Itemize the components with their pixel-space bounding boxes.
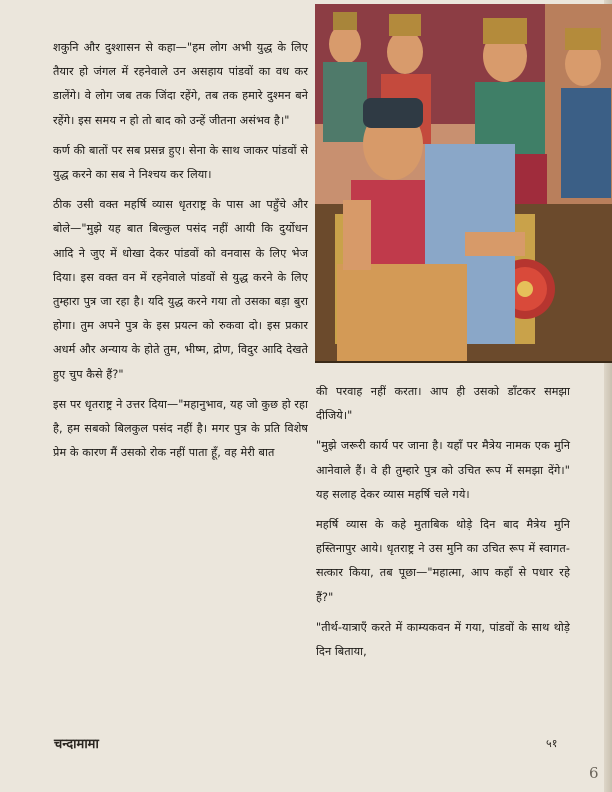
paragraph: "तीर्थ-यात्राएँ करते में काम्यकवन में गया, पांडवों के साथ थोड़े दिन बिताया,: [316, 620, 570, 659]
paragraph: इस पर धृतराष्ट्र ने उत्तर दिया—"महानुभाव, यह जो कुछ हो रहा है, हम सबको बिलकुल पसंद नहीं है। मगर पुत्र के प्रति विशेष प्रेम के कारण मैं उसको रोक नहीं पाता हूँ, वह मेरी बात: [53, 397, 308, 460]
paragraph: महर्षि व्यास के कहे मुताबिक थोड़े दिन बाद मैत्रेय मुनि हस्तिनापुर आये। धृतराष्ट्र ने उस मुनि का उचित रूप में स्वागत-सत्कार किया, तब पूछा—"महात्मा, आप कहाँ से पधार रहे हैं?": [316, 518, 570, 604]
paragraph: कर्ण की बातों पर सब प्रसन्न हुए। सेना के साथ जाकर पांडवों से युद्ध करने का सब ने निश्चय कर लिया।: [53, 143, 308, 182]
left-column: [53, 36, 308, 471]
illustration-court-scene: [315, 4, 612, 363]
magazine-title: चन्दामामा: [54, 737, 99, 752]
corner-mark: 6: [589, 764, 599, 782]
page-number: ५१: [546, 737, 558, 750]
paragraph: ठीक उसी वक्त महर्षि व्यास धृतराष्ट्र के पास आ पहुँचे और बोले—"मुझे यह बात बिल्कुल पसंद नहीं आयी कि दुर्योधन आदि ने जुए में धोखा देकर पांडवों को वनवास के लिए भेज दिया। इस वक्त वन में रहनेवाले पांडवों से युद्ध करने के लिए तुम्हारा पुत्र जा रहा है। यदि युद्ध करने गया तो उसका बड़ा बुरा होगा। तुम अपने पुत्र के इस प्रयत्न को रुकवा दो। इस प्रकार अधर्म और अन्याय के होते तुम, भीष्म, द्रोण, विदुर आदि देखते हुए चुप कैसे हैं?": [53, 198, 308, 381]
right-column: [316, 380, 570, 670]
paragraph: की परवाह नहीं करता। आप ही उसको डाँटकर समझा दीजिये।": [316, 385, 570, 423]
paragraph: "मुझे जरूरी कार्य पर जाना है। यहाँ पर मैत्रेय नामक एक मुनि आनेवाले हैं। वे ही तुम्हारे पुत्र को उचित रूप में समझा देंगे।" यह सलाह देकर व्यास महर्षि चले गये।: [316, 439, 570, 501]
paragraph: शकुनि और दुश्शासन से कहा—"हम लोग अभी युद्ध के लिए तैयार हो जंगल में रहनेवाले उन असहाय पांडवों का वध कर डालेंगे। वे लोग जब तक जिंदा रहेंगे, तब तक हमारे दुश्मन बने रहेंगे। इस समय न हो तो बाद को उन्हें जीतना असंभव है।": [53, 41, 308, 127]
